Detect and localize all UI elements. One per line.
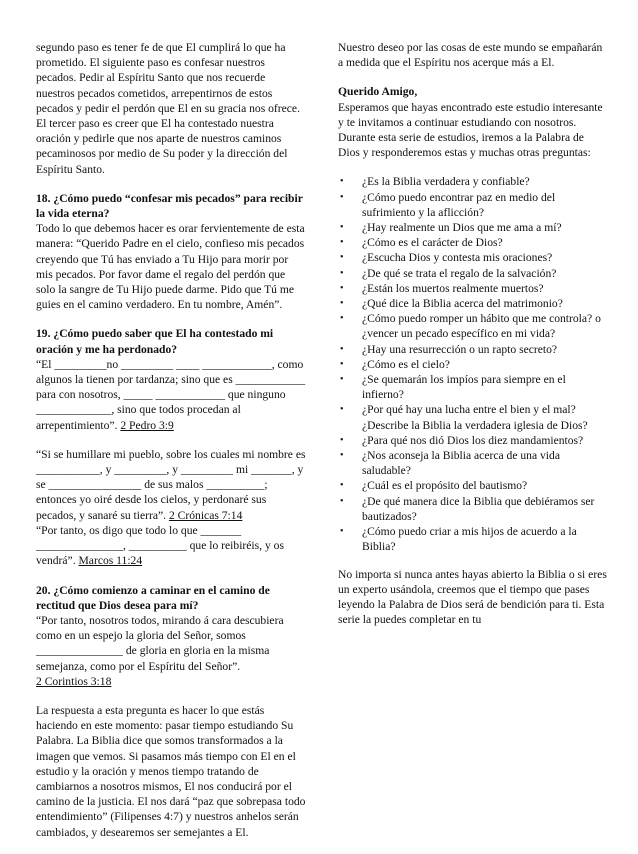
question-18-body: Todo lo que debemos hacer es orar fervientemente de esta manera: “Querido Padre en el cielo, confieso mis pecados creyendo que Tú has enviado a Tu Hijo para morir por mis pecados. Por favor dame el regalo del perdón que solo la sangre de Tu Hijo puede darme. Pido que Tú me guies en el camino verdadero. En tu nombre, Amén”. xyxy=(36,222,305,312)
study-question-text: ¿Para qué nos dió Dios los diez mandamientos? xyxy=(362,433,584,447)
bullet-icon: • xyxy=(340,191,344,203)
study-question-text: ¿Escucha Dios y contesta mis oraciones? xyxy=(362,251,553,265)
verse-reference: 2 Crónicas 7:14 xyxy=(168,508,243,522)
study-question-item xyxy=(338,190,608,220)
study-question-text: ¿Cómo puedo criar a mis hijos de acuerdo a la Biblia? xyxy=(362,525,577,554)
verse-text: “Por tanto, nosotros todos, mirando á cara descubiera como en un espejo la gloria del Señor, somos _______________ de gloria en gloria en la misma semejanza, como por el Espíritu del Señor”. xyxy=(36,613,284,673)
study-question-item xyxy=(338,281,608,296)
study-question-text: ¿De qué se trata el regalo de la salvación? xyxy=(362,266,557,280)
bullet-icon: • xyxy=(340,252,344,264)
study-question-item xyxy=(338,372,608,402)
study-question-text: ¿Están los muertos realmente muertos? xyxy=(362,281,544,295)
bullet-icon: • xyxy=(340,222,344,234)
bullet-icon: • xyxy=(340,495,344,507)
verse-reference: 2 Corintios 3:18 xyxy=(36,674,112,688)
intro-paragraph: segundo paso es tener fe de que El cumplirá lo que ha prometido. El siguiente paso es confesar nuestros pecados. Pedir al Espíritu Santo que nos recuerde nuestros pecados cometidos, arrepentirnos de estos pecados y pedir el perdón que El en su gracia nos ofrece. El tercer paso es creer que El ha contestado nuestra oración y pedirle que nos aparte de nuestros caminos pecaminosos por medio de Su poder y la dirección del Espíritu Santo. xyxy=(36,41,300,176)
study-question-text: ¿Cuál es el propósito del bautismo? xyxy=(362,479,528,493)
bullet-icon: • xyxy=(340,343,344,355)
study-question-text: ¿Cómo es el carácter de Dios? xyxy=(362,236,503,250)
closing-paragraph: No importa si nunca antes hayas abierto la Biblia o si eres un experto usándola, creemos que el tiempo que pases leyendo la Palabra de Dios será de bendición para ti. Esta serie la puedes completar en tu xyxy=(338,567,607,627)
study-question-text: ¿De qué manera dice la Biblia que debiéramos ser bautizados? xyxy=(362,494,595,523)
study-question-text: ¿Cómo es el cielo? xyxy=(362,357,450,371)
bullet-icon: • xyxy=(340,374,344,386)
bullet-icon: • xyxy=(340,176,344,188)
study-question-text: ¿Cómo puedo encontrar paz en medio del sufrimiento y la aflicción? xyxy=(362,190,556,219)
study-questions-list xyxy=(338,174,608,554)
bullet-icon: • xyxy=(340,434,344,446)
bullet-icon: • xyxy=(340,450,344,462)
verse-text: “Por tanto, os digo que todo lo que _______ _______________, __________ que lo reibiréis, y os vendrá”. xyxy=(36,523,284,568)
study-question-item xyxy=(338,311,608,341)
study-question-item xyxy=(338,524,608,554)
study-question-item xyxy=(338,342,608,357)
study-question-item xyxy=(338,357,608,372)
study-question-item xyxy=(338,296,608,311)
bullet-icon: • xyxy=(340,237,344,249)
study-question-item xyxy=(338,250,608,265)
question-20-answer: La respuesta a esta pregunta es hacer lo que estás haciendo en este momento: pasar tiempo estudiando Su Palabra. La Biblia dice que somos transformados a la imagen que vemos. Si pasamos más tiempo con El en el estudio y la oración y menos tiempo tratando de cambiarnos a nosotros mismos, El nos conducirá por el camino de la justicia. El nos dará “paz que sobrepasa todo entendimiento” (Filipenses 4:7) y nuestros anhelos serán cambiados, y desearemos ser semejantes a El. xyxy=(36,703,306,839)
question-19-heading: 19. ¿Cómo puedo saber que El ha contestado mi oración y me ha perdonado? xyxy=(36,327,274,356)
study-question-item xyxy=(338,448,608,478)
bullet-icon: • xyxy=(340,313,344,325)
study-question-item xyxy=(338,433,608,448)
study-question-text: ¿Nos aconseja la Biblia acerca de una vida saludable? xyxy=(362,449,560,478)
greeting-heading: Querido Amigo, xyxy=(338,85,418,99)
study-question-text: ¿Hay una resurrección o un rapto secreto? xyxy=(362,342,558,356)
study-question-text: ¿Es la Biblia verdadera y confiable? xyxy=(362,175,530,189)
verse-text: “Si se humillare mi pueblo, sobre los cuales mi nombre es ___________, y _________, y _________ mi _______, y se ________________ de sus malos __________; entonces yo oiré desde los cielos, y perdonaré sus pecados, y sanaré su tierra”. xyxy=(36,447,306,522)
study-question-item xyxy=(338,235,608,250)
study-question-text: ¿Cómo puedo romper un hábito que me controla? o ¿vencer un pecado específico en mi vida? xyxy=(362,312,601,341)
verse-2-pedro xyxy=(36,357,306,433)
question-18 xyxy=(36,191,306,313)
question-20 xyxy=(36,583,306,840)
right-intro-paragraph: Nuestro deseo por las cosas de este mundo se empañarán a medida que el Espíritu nos acerque más a El. xyxy=(338,41,603,70)
question-19 xyxy=(36,326,306,568)
left-column xyxy=(36,40,306,854)
study-question-text: ¿Por qué hay una lucha entre el bien y el mal? ¿Describe la Biblia la verdadera iglesia de Dios? xyxy=(362,403,588,432)
question-18-heading: 18. ¿Cómo puedo “confesar mis pecados” para recibir la vida eterna? xyxy=(36,191,303,221)
study-question-item xyxy=(338,402,608,432)
study-question-text: ¿Se quemarán los impíos para siempre en el infierno? xyxy=(362,373,566,402)
study-question-text: ¿Hay realmente un Dios que me ama a mí? xyxy=(362,221,562,235)
study-question-item xyxy=(338,478,608,493)
right-column xyxy=(338,40,608,641)
bullet-icon: • xyxy=(340,526,344,538)
bullet-icon: • xyxy=(340,298,344,310)
study-question-item xyxy=(338,266,608,281)
study-question-item xyxy=(338,174,608,189)
bullet-icon: • xyxy=(340,404,344,416)
verse-reference: 2 Pedro 3:9 xyxy=(120,418,174,432)
verse-text: “El _________no _________ ____ ____________, como algunos la tienen por tardanza; sino que es ____________ para con nosotros, _____ ____________ que ninguno _____________, sino que todos procedan al arrepentimiento”. xyxy=(36,357,306,432)
verse-reference: Marcos 11:24 xyxy=(78,554,143,568)
verse-marcos xyxy=(36,523,306,569)
verse-2-corintios xyxy=(36,613,306,689)
bullet-icon: • xyxy=(340,267,344,279)
bullet-icon: • xyxy=(340,480,344,492)
question-20-heading: 20. ¿Cómo comienzo a caminar en el camino de rectitud que Dios desea para mí? xyxy=(36,583,270,612)
study-question-item xyxy=(338,220,608,235)
greeting-body: Esperamos que hayas encontrado este estudio interesante y te invitamos a continuar estudiando con nosotros. Durante esta serie de estudios, iremos a la Palabra de Dios y responderemos estas y muchas otras preguntas: xyxy=(338,100,603,160)
bullet-icon: • xyxy=(340,358,344,370)
study-question-item xyxy=(338,494,608,524)
verse-2-cronicas xyxy=(36,447,306,523)
bullet-icon: • xyxy=(340,282,344,294)
study-question-text: ¿Qué dice la Biblia acerca del matrimonio? xyxy=(362,297,563,311)
